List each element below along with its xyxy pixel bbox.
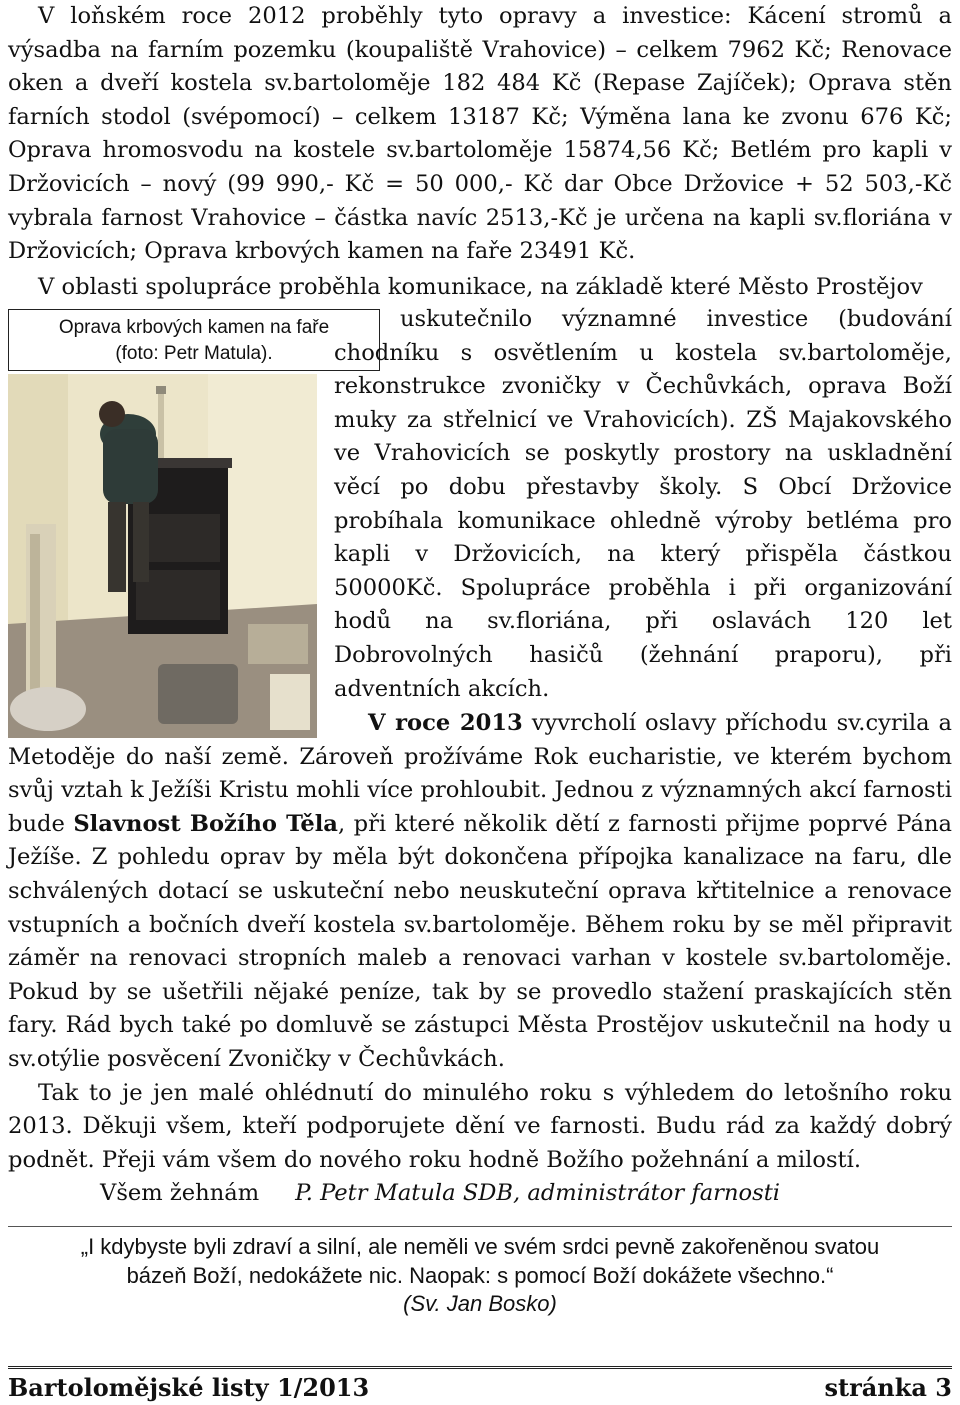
- quote-line-2: bázeň Boží, nedokážete nic. Naopak: s pomocí Boží dokážete všechno.“: [126, 1262, 834, 1288]
- paragraph-cooperation-intro: V oblasti spolupráce proběhla komunikace, na základě které Město Prostějov: [38, 273, 923, 300]
- plans-text-a: vyvrcholí oslavy příchodu sv.cyrila a Metoděje do naší země. Zároveň prožíváme Rok eucharistie, ve kterém bychom svůj vztah k Ježíši Kristu mohli více prohloubit. Jednou z významných akcí farnosti bude: [8, 710, 952, 837]
- corpus-christi-feast: Slavnost Božího Těla: [73, 810, 338, 837]
- paragraph-cooperation: uskutečnilo významné investice (budování chodníku s osvětlením u kostela sv.bartoloměje, rekonstrukce zvoničky v Čechůvkách, oprava Boží muky za střelnicí ve Vrahovicích). ZŠ Majakovského ve Vrahovicích se poskytly prostory na uskladnění věcí po dobu přestavby školy. S Obcí Držovice probíhala komunikace ohledně výroby betléma pro kapli v Držovicích, na který přispěla částkou 50000Kč. Spolupráce proběhla i při organizování hodů na sv.floriána, při oslavách 120 let Dobrovolných hasičů (žehnání praporu), při adventních akcích.: [334, 306, 952, 702]
- page-footer: [8, 1366, 952, 1403]
- quote-block: [8, 1233, 952, 1319]
- cooperation-text-column: [334, 303, 952, 706]
- plans-2013-section: [8, 707, 952, 1211]
- caption-line-1: Oprava krbových kamen na faře: [58, 317, 330, 338]
- signature-line: [8, 1177, 952, 1211]
- stove-repair-photo: [8, 374, 317, 738]
- document-page: [8, 0, 952, 304]
- quote-top-rule: [8, 1226, 952, 1227]
- year-2013-heading: V roce 2013: [368, 710, 523, 736]
- paragraph-repairs-2012: V loňském roce 2012 proběhly tyto opravy a investice: Kácení stromů a výsadba na farním pozemku (koupaliště Vrahovice) – celkem 7962 Kč; Renovace oken a dveří kostela sv.bartoloměje 182 484 Kč (Repase Zajíček); Oprava stěn farních stodol (svépomocí) – celkem 13187 Kč; Výměna lana ke zvonu 676 Kč; Oprava hromosvodu na kostele sv.bartoloměje 15874,56 Kč; Betlém pro kapli v Držovicích – nový (99 990,- Kč = 50 000,- Kč dar Obce Držovice + 52 503,-Kč vybrala farnost Vrahovice – částka navíc 2513,-Kč je určena na kapli sv.floriána v Držovicích; Oprava krbových kamen na faře 23491 Kč.: [8, 3, 952, 265]
- photo-illustration: [8, 374, 317, 738]
- publication-title: Bartolomějské listy 1/2013: [8, 1373, 370, 1402]
- paragraph-closing: Tak to je jen malé ohlédnutí do minulého roku s výhledem do letošního roku 2013. Děkuji všem, kteří podporujete dění ve farnosti. Budu rád za každý dobrý podnět. Přeji vám všem do nového roku hodně Božího požehnání a milostí.: [8, 1079, 952, 1173]
- caption-line-2: (foto: Petr Matula).: [115, 343, 273, 364]
- photo-caption: [8, 309, 380, 371]
- page-number: stránka 3: [824, 1373, 952, 1402]
- plans-text-b: , při které několik dětí z farnosti přijme poprvé Pána Ježíše. Z pohledu oprav by měla být dokončena přípojka kanalizace na faru, dle schválených dotací se uskuteční nebo neuskuteční oprava křtitelnice a renovace vstupních a bočních dveří kostela sv.bartoloměje. Během roku by se měl připravit záměr na renovaci stropních maleb a renovaci varhan v kostele sv.bartoloměje. Pokud by se ušetřili nějaké peníze, tak by se provedlo stažení praskajících stěn fary. Rád bych také po domluvě se zástupci Města Prostějov uskutečnil na hody u sv.otýlie posvěcení Zvoničky v Čechůvkách.: [8, 810, 952, 1072]
- paragraph-plans-2013: [8, 707, 952, 1077]
- quote-line-1: „I kdybyste byli zdraví a silní, ale neměli ve svém srdci pevně zakořeněnou svatou: [80, 1234, 880, 1259]
- greeting: Všem žehnám: [100, 1180, 260, 1207]
- author-signature: P. Petr Matula SDB, administrátor farnosti: [295, 1180, 781, 1207]
- quote-author: (Sv. Jan Bosko): [403, 1291, 557, 1316]
